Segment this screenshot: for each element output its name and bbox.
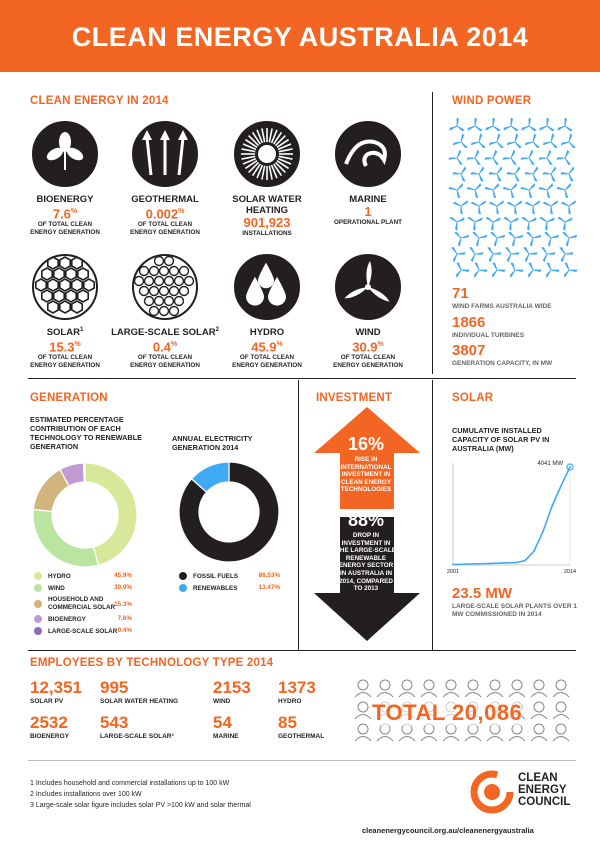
- turbine-icon: [557, 150, 570, 165]
- tile-name: BIOENERGY: [36, 194, 94, 205]
- turbine-icon: [521, 184, 535, 198]
- turbine-icon: [485, 184, 499, 198]
- water-drops-icon: [233, 253, 301, 321]
- solar-point: [515, 562, 517, 564]
- energy-tile-solar: [10, 253, 120, 369]
- solar-point: [542, 531, 544, 533]
- turbine-icon: [450, 217, 465, 230]
- legend-swatch: [34, 572, 42, 580]
- turbine-icon: [453, 134, 467, 148]
- clean-energy-title: CLEAN ENERGY IN 2014: [30, 95, 169, 107]
- turbine-icon: [539, 150, 552, 165]
- solar-point: [533, 550, 535, 552]
- turbine-icon: [543, 201, 558, 214]
- turbine-icon: [486, 217, 501, 230]
- person-icon: [509, 724, 525, 741]
- solar-end-label: 4041 MW: [537, 461, 563, 467]
- arrows-up-icon: [131, 120, 199, 188]
- turbine-icon: [507, 201, 522, 214]
- solar-water-icon: [233, 120, 301, 188]
- person-icon: [355, 680, 371, 697]
- turbine-icon: [473, 232, 487, 246]
- legend-label: HYDRO: [48, 572, 71, 580]
- legend-swatch: [34, 584, 42, 592]
- wind-farms-label: WIND FARMS AUSTRALIA WIDE: [452, 303, 552, 310]
- person-icon: [355, 724, 371, 741]
- employee-label: SOLAR PV: [30, 698, 64, 705]
- employee-count: 543: [100, 713, 129, 732]
- logo-line-3: COUNCIL: [518, 796, 571, 808]
- capacity-count: 3807: [452, 342, 486, 359]
- solar-point: [524, 560, 526, 562]
- turbine-icon: [488, 247, 501, 262]
- tile-unit: %: [178, 208, 185, 215]
- divider-vertical-gen: [298, 380, 299, 650]
- legend-item-fossil-fuels: [179, 572, 238, 580]
- employee-label: BIOENERGY: [30, 733, 70, 740]
- energy-tile-geothermal: [110, 120, 220, 236]
- energy-tile-solar-water-heating: [212, 120, 322, 238]
- divider-vertical-inv: [432, 380, 433, 650]
- leaves-icon: [31, 120, 99, 188]
- energy-tile-bioenergy: [10, 120, 120, 236]
- tile-desc: OPERATIONAL PLANT: [334, 219, 402, 226]
- solar-series-line: [453, 467, 570, 565]
- turbine-icon: [561, 134, 575, 148]
- legend-label: RENEWABLES: [193, 584, 238, 592]
- solar-point: [488, 563, 490, 565]
- generation-title: GENERATION: [30, 392, 108, 404]
- person-icon: [509, 680, 525, 697]
- legend-value: 15.3%: [114, 601, 132, 608]
- person-icon: [377, 680, 393, 697]
- legend-label: HOUSEHOLD AND COMMERCIAL SOLAR: [48, 596, 116, 611]
- person-icon: [531, 680, 547, 697]
- electricity-donut-chart: [177, 460, 282, 565]
- turbine-icon: [546, 262, 559, 277]
- tile-value: 0.4%: [152, 339, 178, 355]
- turbine-grid: [448, 118, 578, 278]
- tile-desc: OF TOTAL CLEAN ENERGY GENERATION: [130, 221, 200, 236]
- legend-item-hydro: [34, 572, 71, 580]
- energy-tile-marine: [313, 120, 423, 227]
- wave-icon: [334, 120, 402, 188]
- turbine-icon: [467, 118, 482, 131]
- person-icon: [531, 702, 547, 719]
- wind-title: WIND POWER: [452, 95, 532, 107]
- turbine-icon: [449, 150, 462, 165]
- footnote-1: 1 Includes household and commercial installations up to 100 kW: [30, 780, 230, 787]
- employee-count: 12,351: [30, 678, 82, 697]
- turbine-icon: [525, 134, 539, 148]
- legend-value: 45.9%: [114, 572, 132, 579]
- employees-title: EMPLOYEES BY TECHNOLOGY TYPE 2014: [30, 657, 274, 669]
- turbine-icon: [489, 201, 504, 214]
- solar-line-chart: [445, 455, 580, 580]
- turbine-icon: [471, 134, 485, 148]
- tile-unit: %: [170, 341, 178, 349]
- solar-point: [569, 466, 571, 468]
- x-tick-end: 2014: [563, 569, 577, 575]
- solar-caption: CUMULATIVE INSTALLED CAPACITY OF SOLAR PV IN AUSTRALIA (MW): [452, 426, 550, 453]
- turbine-icon: [509, 232, 523, 246]
- legend-swatch: [179, 584, 187, 592]
- turbine-icon: [507, 167, 520, 182]
- turbine-icon: [503, 184, 517, 198]
- turbine-icon: [471, 201, 486, 214]
- turbine-icon: [557, 118, 572, 131]
- energy-tile-hydro: [212, 253, 322, 369]
- tile-name: WIND: [355, 327, 381, 338]
- turbine-icon: [503, 118, 518, 131]
- legend-value: 7.6%: [117, 615, 132, 622]
- turbine-icon: [470, 247, 483, 262]
- turbine-icon: [456, 262, 469, 277]
- turbine-icon: [558, 217, 573, 230]
- tile-value: 0.002%: [145, 206, 185, 222]
- generation-left-caption: ESTIMATED PERCENTAGE CONTRIBUTION OF EACH TECHNOLOGY TO RENEWABLE GENERATION: [30, 415, 143, 451]
- person-icon: [553, 680, 569, 697]
- legend-label: WIND: [48, 584, 65, 592]
- turbine-icon: [489, 134, 503, 148]
- turbine-icon: [492, 262, 505, 277]
- employee-label: SOLAR WATER HEATING: [100, 698, 179, 705]
- turbine-icon: [506, 247, 519, 262]
- turbine-icon: [560, 247, 573, 262]
- turbine-icon: [485, 118, 500, 131]
- tile-value: 15.3%: [49, 339, 81, 355]
- employee-count: 995: [100, 678, 129, 697]
- tile-value: 30.9%: [352, 339, 384, 355]
- legend-swatch: [34, 627, 42, 635]
- solar-big-value: 23.5 MW: [452, 585, 513, 602]
- turbine-icon: [449, 118, 464, 131]
- person-icon: [377, 724, 393, 741]
- hex-grid-icon: [31, 253, 99, 321]
- divider-horizontal-low: [28, 650, 576, 651]
- turbine-icon: [561, 201, 576, 214]
- footnote-3: 3 Large-scale solar figure includes solar PV >100 kW and solar thermal: [30, 802, 251, 809]
- divider-horizontal-mid: [28, 378, 576, 379]
- person-icon: [553, 724, 569, 741]
- legend-value: 13.47%: [258, 584, 280, 591]
- turbine-icon: [449, 184, 463, 198]
- investment-up-value: 16%: [347, 434, 385, 454]
- legend-label: BIOENERGY: [48, 615, 86, 623]
- turbine-icon: [474, 262, 487, 277]
- employee-count: 54: [213, 713, 232, 732]
- employee-count: 1373: [278, 678, 316, 697]
- turbine-icon: [563, 232, 577, 246]
- clean-energy-council-logo-icon: [470, 770, 514, 814]
- solar-big-text: LARGE-SCALE SOLAR PLANTS OVER 1 MW COMMISSIONED IN 2014: [452, 603, 577, 618]
- footer-url[interactable]: cleanenergycouncil.org.au/cleanenergyaustralia: [362, 826, 534, 835]
- turbine-icon: [557, 184, 571, 198]
- person-icon: [399, 724, 415, 741]
- turbine-icon: [525, 167, 538, 182]
- tile-name: SOLAR$^1$: [46, 327, 84, 339]
- tile-desc: OF TOTAL CLEAN ENERGY GENERATION: [30, 354, 100, 369]
- turbine-icon: [542, 247, 555, 262]
- turbine-icon: [528, 262, 541, 277]
- tile-unit: %: [74, 341, 81, 349]
- legend-value: 86.53%: [258, 572, 280, 579]
- energy-tile-wind: [313, 253, 423, 369]
- divider-horizontal-foot: [28, 760, 576, 761]
- solar-point: [560, 485, 562, 487]
- person-icon: [531, 724, 547, 741]
- tile-name: MARINE: [349, 194, 387, 205]
- turbine-icon: [510, 262, 523, 277]
- solar-point: [452, 564, 454, 566]
- turbine-icon: [524, 247, 537, 262]
- tile-desc: OF TOTAL CLEAN ENERGY GENERATION: [130, 354, 200, 369]
- generation-right-caption: ANNUAL ELECTRICITY GENERATION 2014: [172, 434, 253, 452]
- employee-label: WIND: [213, 698, 231, 705]
- turbine-icon: [452, 247, 465, 262]
- legend-swatch: [34, 615, 42, 623]
- person-icon: [443, 680, 459, 697]
- person-icon: [421, 724, 437, 741]
- legend-label: FOSSIL FUELS: [193, 572, 239, 580]
- person-icon: [487, 680, 503, 697]
- turbine-icon: [525, 201, 540, 214]
- tile-footnote-ref: 2: [215, 327, 219, 333]
- tile-name: GEOTHERMAL: [131, 194, 199, 205]
- logo-text: [518, 772, 570, 808]
- investment-title: INVESTMENT: [316, 392, 393, 404]
- tile-name: LARGE-SCALE SOLAR$^2$: [111, 327, 219, 339]
- tile-unit: %: [276, 341, 283, 348]
- turbine-icon: [522, 217, 537, 230]
- tile-unit: %: [377, 341, 384, 348]
- turbine-icon: [485, 150, 498, 165]
- turbine-icon: [561, 167, 574, 182]
- tile-value: 1: [364, 204, 372, 219]
- turbine-icon: [507, 134, 521, 148]
- cells-grid-icon: [131, 253, 199, 321]
- turbine-icon: [521, 118, 536, 131]
- legend-item-renewables: [179, 584, 237, 592]
- turbine-icon: [468, 217, 483, 230]
- employee-count: 2532: [30, 713, 68, 732]
- employee-count: 85: [278, 713, 297, 732]
- person-icon: [465, 680, 481, 697]
- turbine-icon: [521, 150, 534, 165]
- turbine-icon: [489, 167, 502, 182]
- turbine-icon: [467, 184, 481, 198]
- turbine-icon: [453, 201, 468, 214]
- energy-tile-large-scale-solar: [110, 253, 220, 369]
- investment-down-value: 88%: [347, 510, 385, 530]
- solar-title: SOLAR: [452, 392, 494, 404]
- tile-value: 901,923: [243, 215, 291, 230]
- tile-value: 7.6%: [52, 206, 78, 222]
- renewable-donut-chart: [30, 460, 140, 570]
- slice-wind: [33, 509, 98, 567]
- employee-label: HYDRO: [278, 698, 302, 705]
- employee-count: 2153: [213, 678, 251, 697]
- turbines-count: 1866: [452, 314, 486, 331]
- legend-swatch: [179, 572, 187, 580]
- wind-farms-count: 71: [452, 285, 469, 302]
- turbine-icon: [504, 217, 519, 230]
- tile-desc: INSTALLATIONS: [242, 230, 292, 237]
- person-icon: [443, 724, 459, 741]
- turbine-icon: [539, 184, 553, 198]
- turbine-icon: [543, 167, 556, 182]
- tile-desc: OF TOTAL CLEAN ENERGY GENERATION: [30, 221, 100, 236]
- investment-up-text: RISE IN INTERNATIONAL INVESTMENT IN CLEAN ENERGY TECHNOLOGIES: [340, 456, 392, 494]
- turbine-icon: [545, 232, 559, 246]
- turbine-icon: [471, 167, 484, 182]
- person-icon: [399, 680, 415, 697]
- page-title: CLEAN ENERGY AUSTRALIA 2014: [71, 22, 529, 52]
- turbine-icon: [455, 232, 469, 246]
- logo-line-2: ENERGY: [518, 784, 567, 796]
- turbines-label: INDIVIDUAL TURBINES: [452, 332, 525, 339]
- turbine-icon: [539, 118, 554, 131]
- legend-value: 0.4%: [117, 627, 132, 634]
- employee-label: MARINE: [213, 733, 239, 740]
- solar-point: [551, 505, 553, 507]
- person-icon: [355, 702, 371, 719]
- tile-desc: OF TOTAL CLEAN ENERGY GENERATION: [232, 354, 302, 369]
- tile-footnote-ref: 1: [79, 327, 84, 333]
- turbine-icon: [503, 150, 516, 165]
- investment-down-text: DROP IN INVESTMENT IN THE LARGE-SCALE RENEWABLE ENERGY SECTOR IN AUSTRALIA IN 2014, COMPARED TO 2013: [336, 532, 396, 593]
- employee-label: LARGE-SCALE SOLAR³: [100, 733, 174, 740]
- turbine-icon: [527, 232, 541, 246]
- turbine-icon: [564, 262, 577, 277]
- x-tick-start: 2001: [446, 569, 460, 575]
- logo-line-1: CLEAN: [518, 772, 558, 784]
- person-icon: [487, 724, 503, 741]
- turbine-icon: [543, 134, 557, 148]
- turbine-icon: [453, 167, 466, 182]
- turbine-icon: [334, 253, 402, 321]
- legend-swatch: [34, 600, 42, 608]
- legend-item-bioenergy: [34, 615, 86, 623]
- divider-vertical-top: [432, 92, 433, 374]
- person-icon: [465, 724, 481, 741]
- turbine-icon: [467, 150, 480, 165]
- tile-desc: OF TOTAL CLEAN ENERGY GENERATION: [333, 354, 403, 369]
- tile-name: HYDRO: [249, 327, 285, 338]
- legend-value: 30.9%: [114, 584, 132, 591]
- tile-name: SOLAR WATER HEATING: [232, 194, 302, 216]
- tile-value: 45.9%: [251, 339, 283, 355]
- turbine-icon: [540, 217, 555, 230]
- legend-label: LARGE-SCALE SOLAR: [48, 627, 118, 635]
- header-banner: [0, 0, 600, 72]
- person-icon: [553, 702, 569, 719]
- employees-total: TOTAL 20,086: [372, 700, 523, 725]
- turbine-icon: [491, 232, 505, 246]
- employee-label: GEOTHERMAL: [278, 733, 325, 740]
- footnote-2: 2 Includes installations over 100 kW: [30, 791, 142, 798]
- person-icon: [421, 680, 437, 697]
- legend-item-wind: [34, 584, 65, 592]
- capacity-label: GENERATION CAPACITY, IN MW: [452, 360, 553, 367]
- slice-large-scale-solar: [84, 463, 85, 482]
- tile-unit: %: [70, 208, 78, 215]
